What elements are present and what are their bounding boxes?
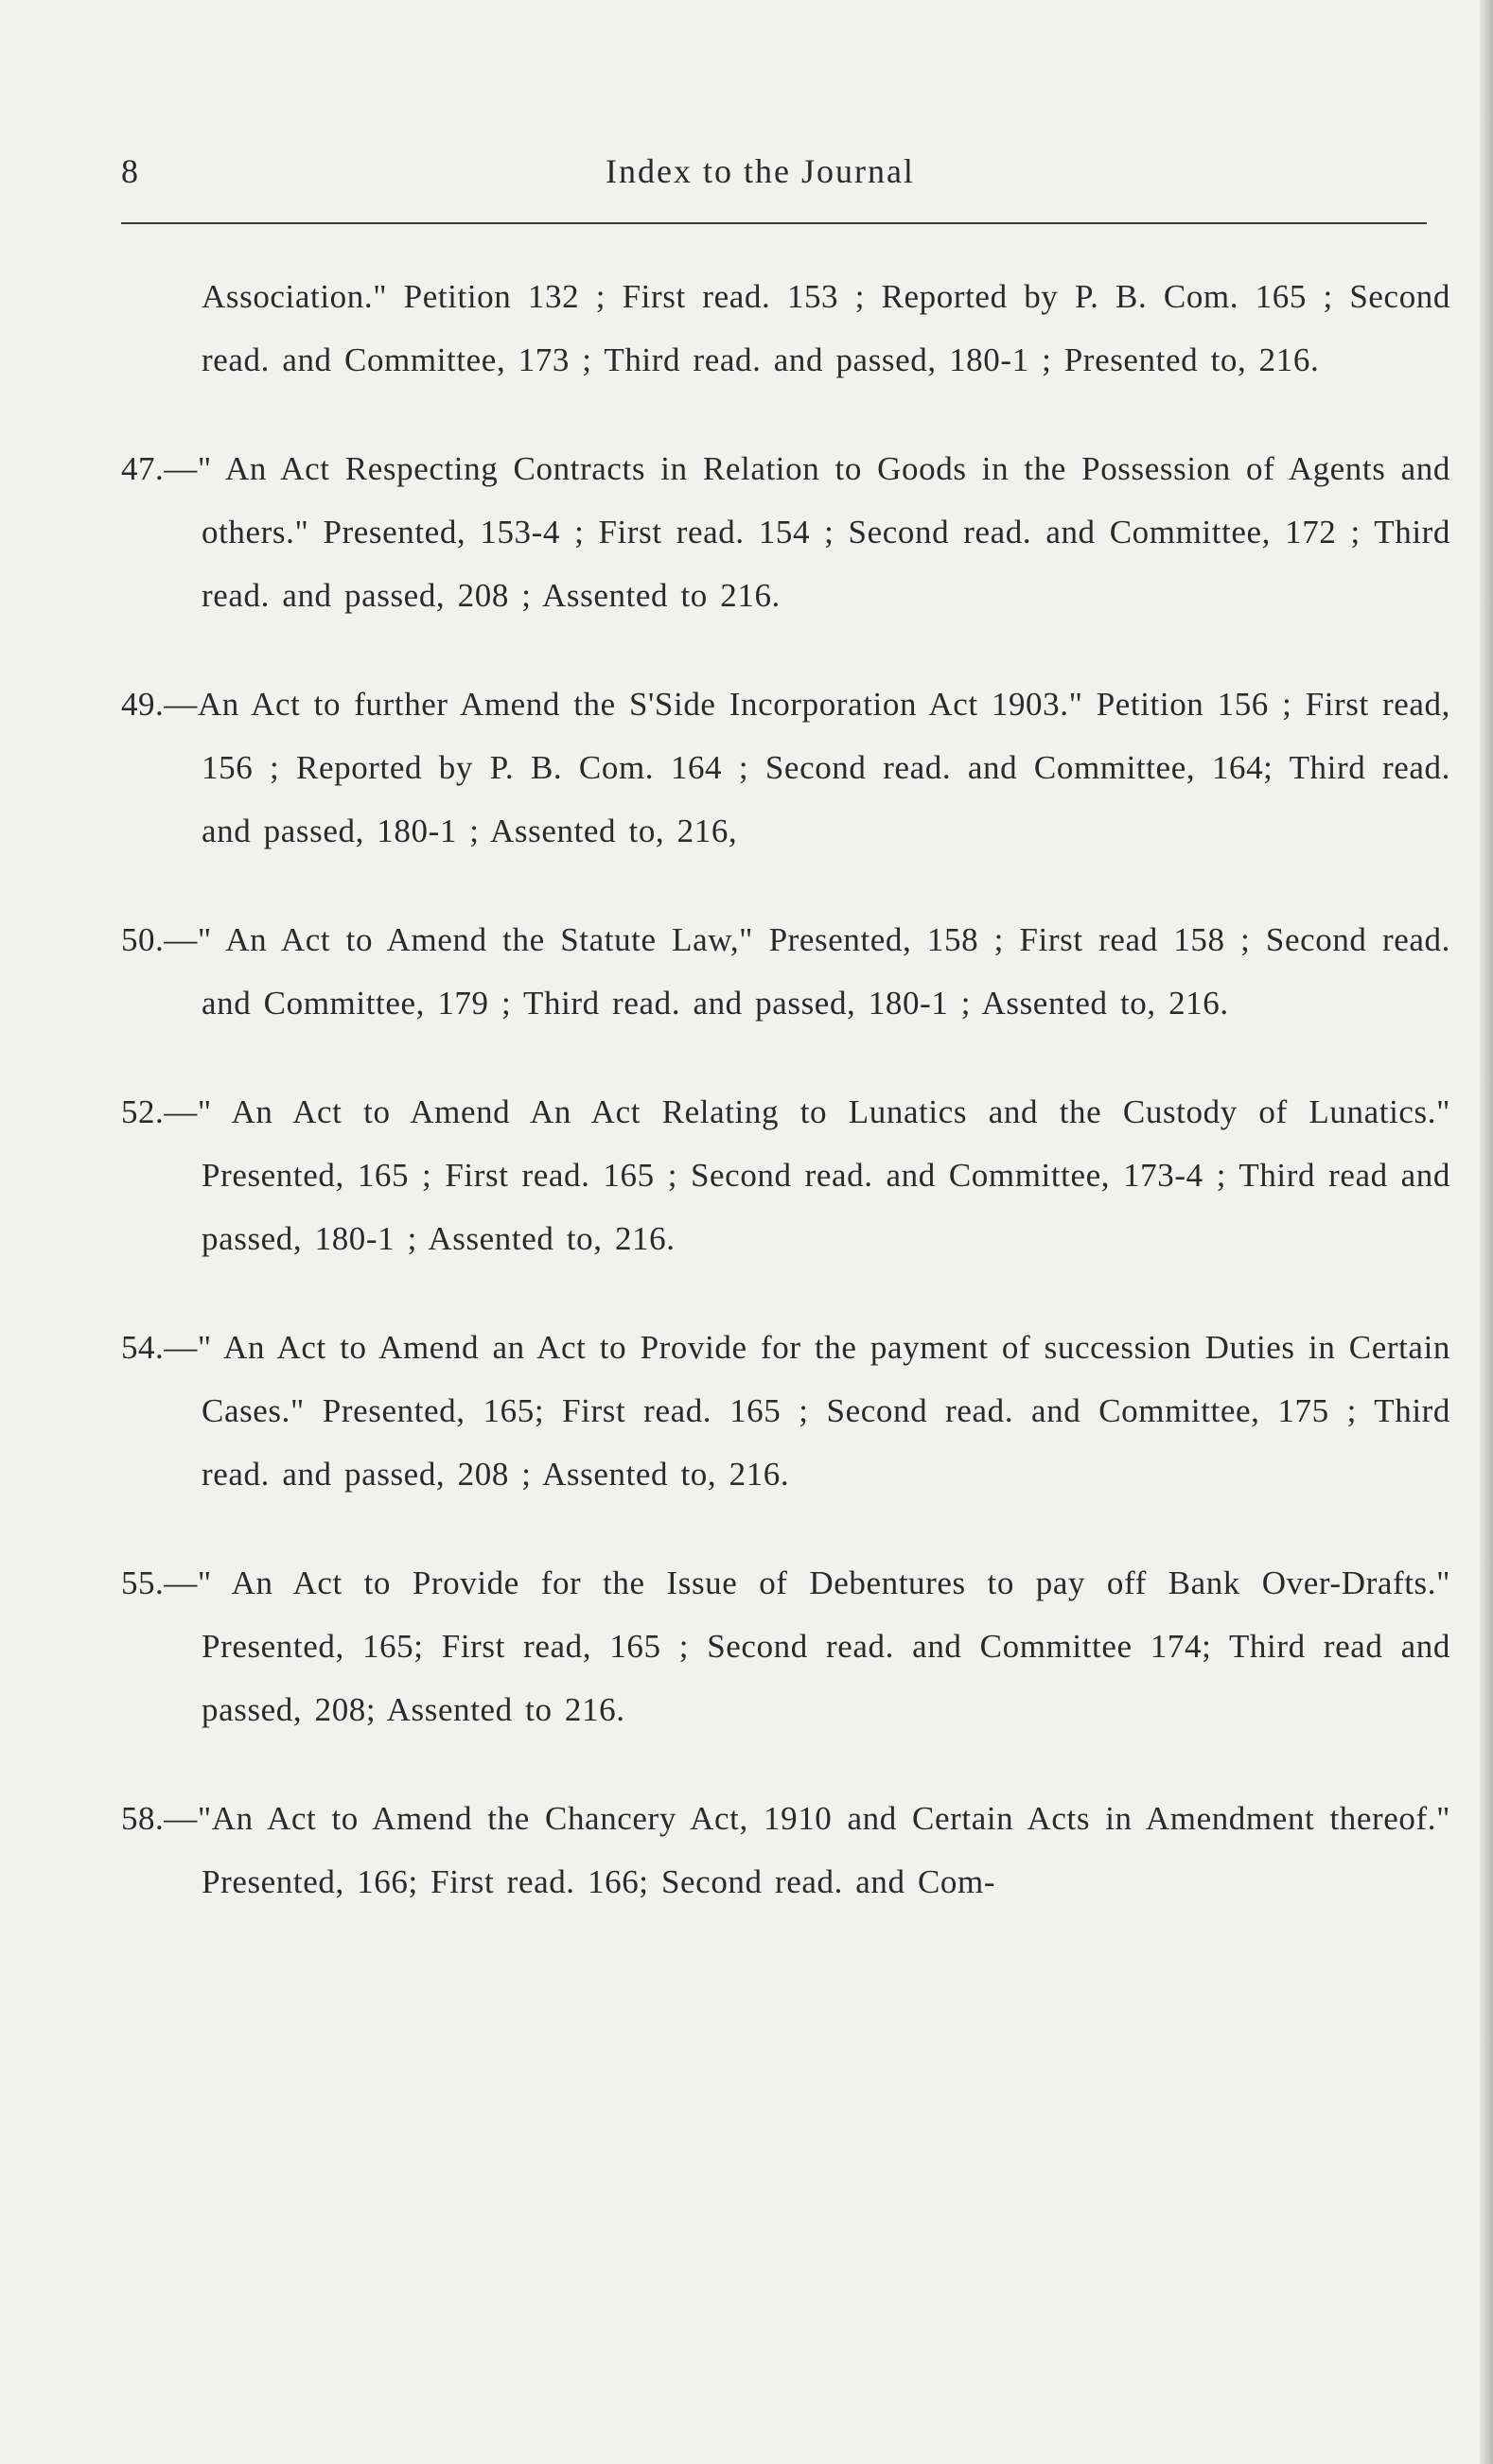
entry-number: 52. bbox=[121, 1093, 165, 1130]
page-number: 8 bbox=[121, 152, 139, 190]
entry-text: —An Act to further Amend the S'Side Incorporation Act 1903." Petition 156 ; First read, 156 ; Reported by P. B. Com. 164 ; Second read. and Committee, 164; Third read. and passed, 180-1 ; Assented to, 216, bbox=[164, 686, 1450, 849]
index-entry bbox=[121, 673, 1450, 863]
entry-text: —" An Act to Amend the Statute Law," Presented, 158 ; First read 158 ; Second read. and Committee, 179 ; Third read. and passed, 180-1 ; Assented to, 216. bbox=[164, 921, 1450, 1022]
header-rule bbox=[121, 222, 1427, 224]
index-entry bbox=[121, 1080, 1450, 1270]
page-edge bbox=[1480, 0, 1493, 2464]
entry-text: Association." Petition 132 ; First read. 153 ; Reported by P. B. Com. 165 ; Second read. and Committee, 173 ; Third read. and passed, 180-1 ; Presented to, 216. bbox=[202, 278, 1450, 378]
entry-number: 49. bbox=[121, 686, 165, 723]
index-entries bbox=[121, 265, 1450, 1959]
entry-number: 47. bbox=[121, 450, 165, 487]
index-entry bbox=[121, 1787, 1450, 1914]
index-entry bbox=[121, 437, 1450, 627]
index-entry bbox=[121, 1316, 1450, 1506]
entry-number: 58. bbox=[121, 1800, 165, 1837]
entry-text: —" An Act to Amend an Act to Provide for the payment of succession Duties in Certain Cases." Presented, 165; First read. 165 ; Second read. and Committee, 175 ; Third read. and passed, 208 ; Assented to, 216. bbox=[164, 1329, 1450, 1493]
index-entry bbox=[121, 1551, 1450, 1741]
page-header bbox=[0, 151, 1493, 199]
entry-number: 55. bbox=[121, 1564, 165, 1601]
entry-text: —" An Act to Provide for the Issue of Debentures to pay off Bank Over-Drafts." Presented, 165; First read, 165 ; Second read. and Committee 174; Third read and passed, 208; Assented to 216. bbox=[164, 1564, 1450, 1728]
entry-text: —" An Act Respecting Contracts in Relation to Goods in the Possession of Agents and others." Presented, 153-4 ; First read. 154 ; Second read. and Committee, 172 ; Third read. and passed, 208 ; Assented to 216. bbox=[164, 450, 1450, 614]
entry-number: 54. bbox=[121, 1329, 165, 1366]
index-entry-continued bbox=[121, 265, 1450, 392]
entry-number: 50. bbox=[121, 921, 165, 958]
index-entry bbox=[121, 908, 1450, 1035]
entry-text: —"An Act to Amend the Chancery Act, 1910 and Certain Acts in Amendment thereof." Presented, 166; First read. 166; Second read. and Com- bbox=[164, 1800, 1450, 1900]
entry-text: —" An Act to Amend An Act Relating to Lunatics and the Custody of Lunatics." Presented, 165 ; First read. 165 ; Second read. and Committee, 173-4 ; Third read and passed, 180-1 ; Assented to, 216. bbox=[164, 1093, 1450, 1257]
running-title: Index to the Journal bbox=[606, 152, 915, 190]
